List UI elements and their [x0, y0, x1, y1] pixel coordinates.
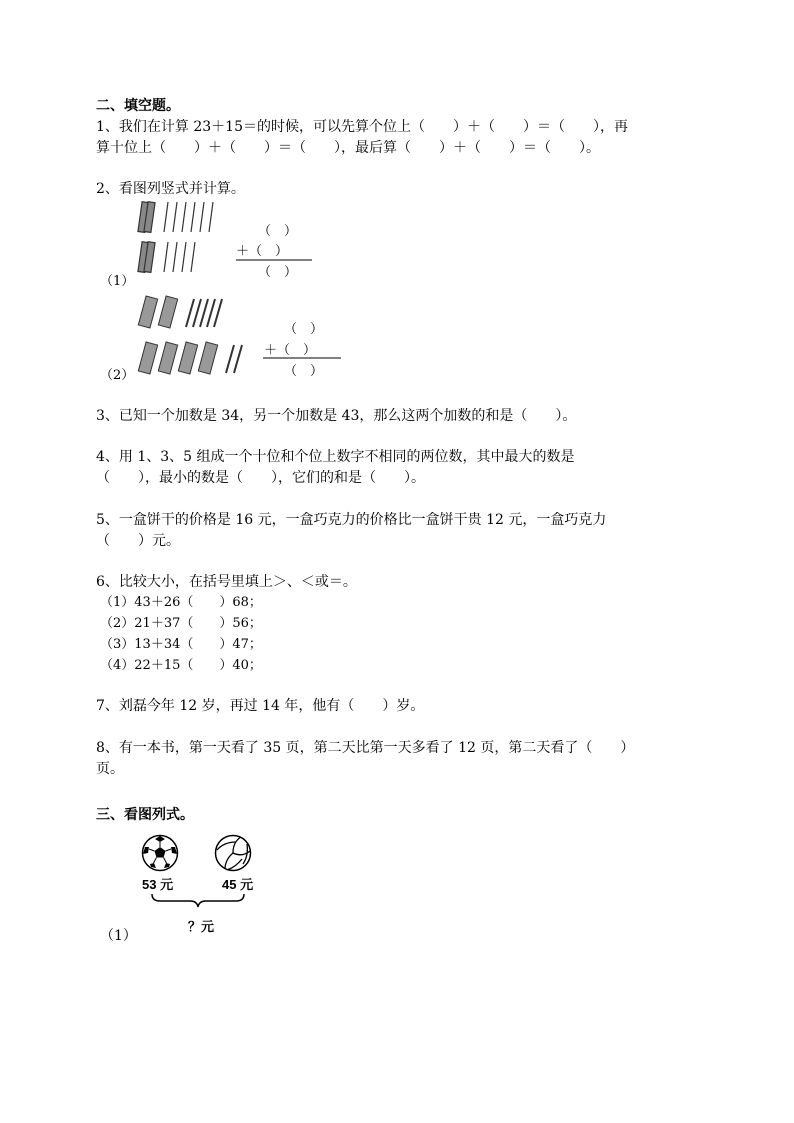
q6-item: （4）22＋15（ ）40； [100, 658, 262, 673]
q4-line1: 4、用 1、3、5 组成一个十位和个位上数字不相同的两位数，其中最大的数是 [96, 449, 575, 465]
soccer-ball-price: 53 元 [142, 877, 174, 892]
q2-part2-line [263, 357, 343, 359]
q2-part1-bottom: （ ） [258, 265, 298, 280]
q6-text: 6、比较大小，在括号里填上＞、＜或＝。 [96, 574, 357, 590]
q2-part1-plus: ＋（ ） [236, 244, 289, 259]
volleyball-price: 45 元 [222, 877, 254, 892]
q1-line2: 算十位上（ ）＋（ ）＝（ ），最后算（ ）＋（ ）＝（ ）。 [96, 140, 600, 156]
q2-part2-plus: ＋（ ） [264, 343, 317, 358]
q2-part1-line [236, 259, 316, 261]
section3-part1-label: （1） [100, 928, 137, 944]
q6-item: （3）13＋34（ ）47； [100, 637, 262, 652]
q6-item: （1）43＋26（ ）68； [100, 595, 262, 610]
q7-text: 7、刘磊今年 12 岁，再过 14 年，他有（ ）岁。 [96, 698, 425, 714]
section2-title: 二、填空题。 [96, 98, 180, 114]
q2-part1-label: （1） [100, 274, 135, 289]
sum-brace [150, 892, 246, 912]
q2-part2-sticks-image [138, 295, 248, 380]
q2-part1-sticks-image [138, 200, 228, 280]
q2-text: 2、看图列竖式并计算。 [96, 181, 245, 197]
q4-line2: （ ），最小的数是（ ），它们的和是（ ）。 [96, 470, 425, 486]
q3-text: 3、已知一个加数是 34，另一个加数是 43，那么这两个加数的和是（ ）。 [96, 408, 577, 424]
q2-part2-top: （ ） [284, 322, 324, 337]
soccer-ball-icon [141, 834, 179, 872]
q8-line1: 8、有一本书，第一天看了 35 页，第二天比第一天多看了 12 页，第二天看了（ ） [96, 740, 635, 756]
q2-part2-bottom: （ ） [284, 364, 324, 379]
section3-title: 三、看图列式。 [96, 807, 194, 823]
q5-line2: （ ）元。 [96, 533, 180, 549]
q8-line2: 页。 [96, 761, 124, 777]
q2-part1-top: （ ） [258, 224, 298, 239]
total-question: ？元 [188, 920, 215, 935]
q5-line1: 5、一盒饼干的价格是 16 元，一盒巧克力的价格比一盒饼干贵 12 元，一盒巧克力 [96, 512, 607, 528]
q6-item: （2）21＋37（ ）56； [100, 616, 262, 631]
q1-line1: 1、我们在计算 23＋15＝的时候，可以先算个位上（ ）＋（ ）＝（ ），再 [96, 119, 628, 135]
q2-part2-label: （2） [100, 368, 135, 383]
volleyball-icon [214, 834, 252, 872]
